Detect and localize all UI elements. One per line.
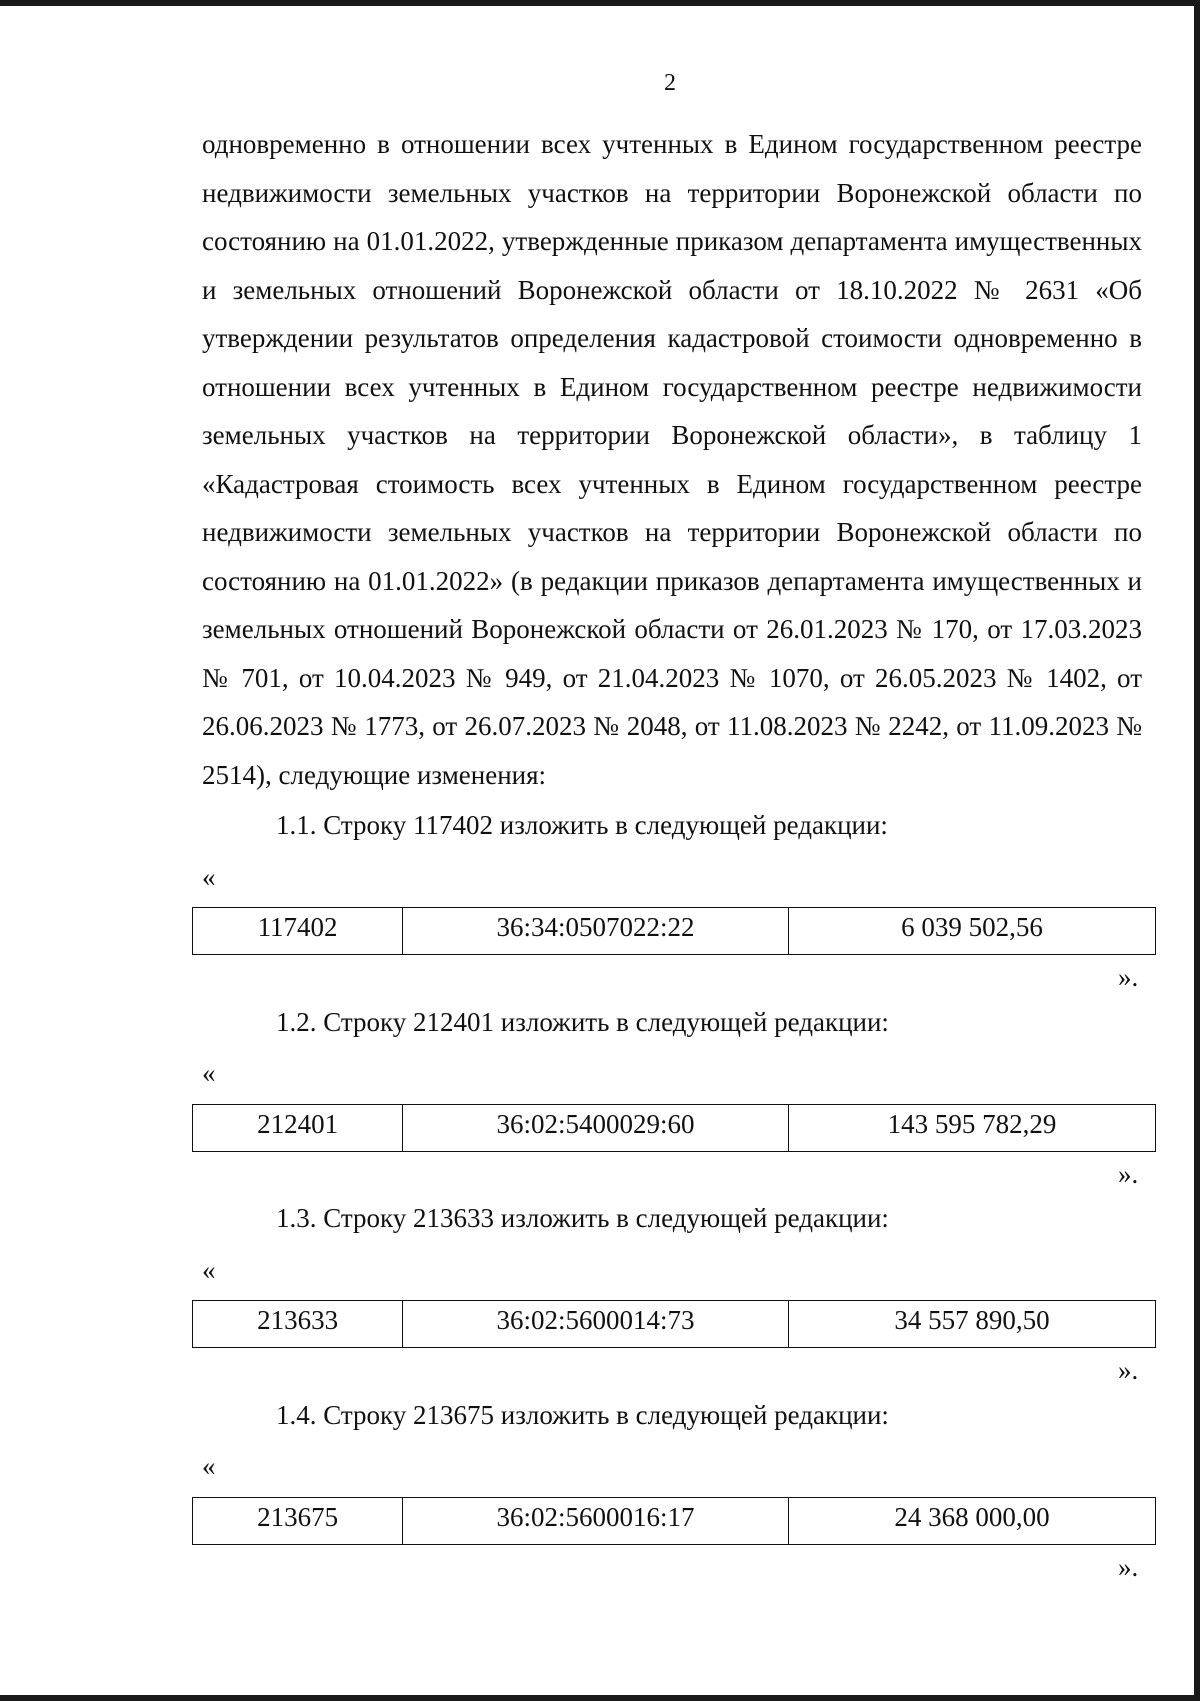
quote-open-1-4: « bbox=[202, 1451, 216, 1481]
row-number-cell: 117402 bbox=[193, 908, 403, 955]
quote-close-1-1: ». bbox=[1118, 962, 1139, 992]
main-paragraph bbox=[202, 120, 1142, 799]
row-number-cell: 212401 bbox=[193, 1105, 403, 1152]
scan-edge-bottom bbox=[0, 1695, 1200, 1701]
cadastral-value-cell: 143 595 782,29 bbox=[788, 1105, 1155, 1152]
table-row-1-2 bbox=[192, 1104, 1156, 1152]
quote-close-1-3: ». bbox=[1118, 1355, 1139, 1385]
row-number-cell: 213633 bbox=[193, 1301, 403, 1348]
item-heading-1-2: 1.2. Строку 212401 изложить в следующей редакции: bbox=[276, 1007, 889, 1037]
scan-edge-top bbox=[0, 0, 1200, 6]
item-heading-1-1: 1.1. Строку 117402 изложить в следующей редакции: bbox=[276, 810, 888, 840]
table-row-1-1 bbox=[192, 907, 1156, 955]
table-row-1-4 bbox=[192, 1497, 1156, 1545]
paragraph-text: одновременно в отношении всех учтенных в Едином государственном реестре недвижимости земельных участков на территории Воронежской области по состоянию на 01.01.2022, утвержденные приказом департамента имущественных и земельных отношений Воронежской области от 18.10.2022 № 2631 «Об утверждении результатов определения кадастровой стоимости одновременно в отношении всех учтенных в Едином государственном реестре недвижимости земельных участков на территории Воронежской области», в таблицу 1 «Кадастровая стоимость всех учтенных в Едином государственном реестре недвижимости земельных участков на территории Воронежской области по состоянию на 01.01.2022» (в редакции приказов департамента имущественных и земельных отношений Воронежской области от 26.01.2023 № 170, от 17.03.2023 № 701, от 10.04.2023 № 949, от 21.04.2023 № 1070, от 26.05.2023 № 1402, от 26.06.2023 № 1773, от 26.07.2023 № 2048, от 11.08.2023 № 2242, от 11.09.2023 № 2514), следующие изменения: bbox=[202, 129, 1142, 790]
cadastral-value-cell: 34 557 890,50 bbox=[788, 1301, 1155, 1348]
quote-close-1-2: ». bbox=[1118, 1159, 1139, 1189]
scan-edge-right bbox=[1194, 0, 1200, 1701]
quote-open-1-3: « bbox=[202, 1255, 216, 1285]
cadastral-number-cell: 36:02:5600016:17 bbox=[403, 1498, 789, 1545]
item-heading-1-4: 1.4. Строку 213675 изложить в следующей редакции: bbox=[276, 1400, 889, 1430]
quote-close-1-4: ». bbox=[1118, 1552, 1139, 1582]
cadastral-number-cell: 36:02:5600014:73 bbox=[403, 1301, 789, 1348]
quote-open-1-2: « bbox=[202, 1058, 216, 1088]
row-number-cell: 213675 bbox=[193, 1498, 403, 1545]
quote-open-1-1: « bbox=[202, 862, 216, 892]
cadastral-value-cell: 6 039 502,56 bbox=[788, 908, 1155, 955]
cadastral-value-cell: 24 368 000,00 bbox=[788, 1498, 1155, 1545]
item-heading-1-3: 1.3. Строку 213633 изложить в следующей редакции: bbox=[276, 1203, 889, 1233]
cadastral-number-cell: 36:02:5400029:60 bbox=[403, 1105, 789, 1152]
table-row-1-3 bbox=[192, 1300, 1156, 1348]
cadastral-number-cell: 36:34:0507022:22 bbox=[403, 908, 789, 955]
page-number: 2 bbox=[664, 70, 676, 96]
